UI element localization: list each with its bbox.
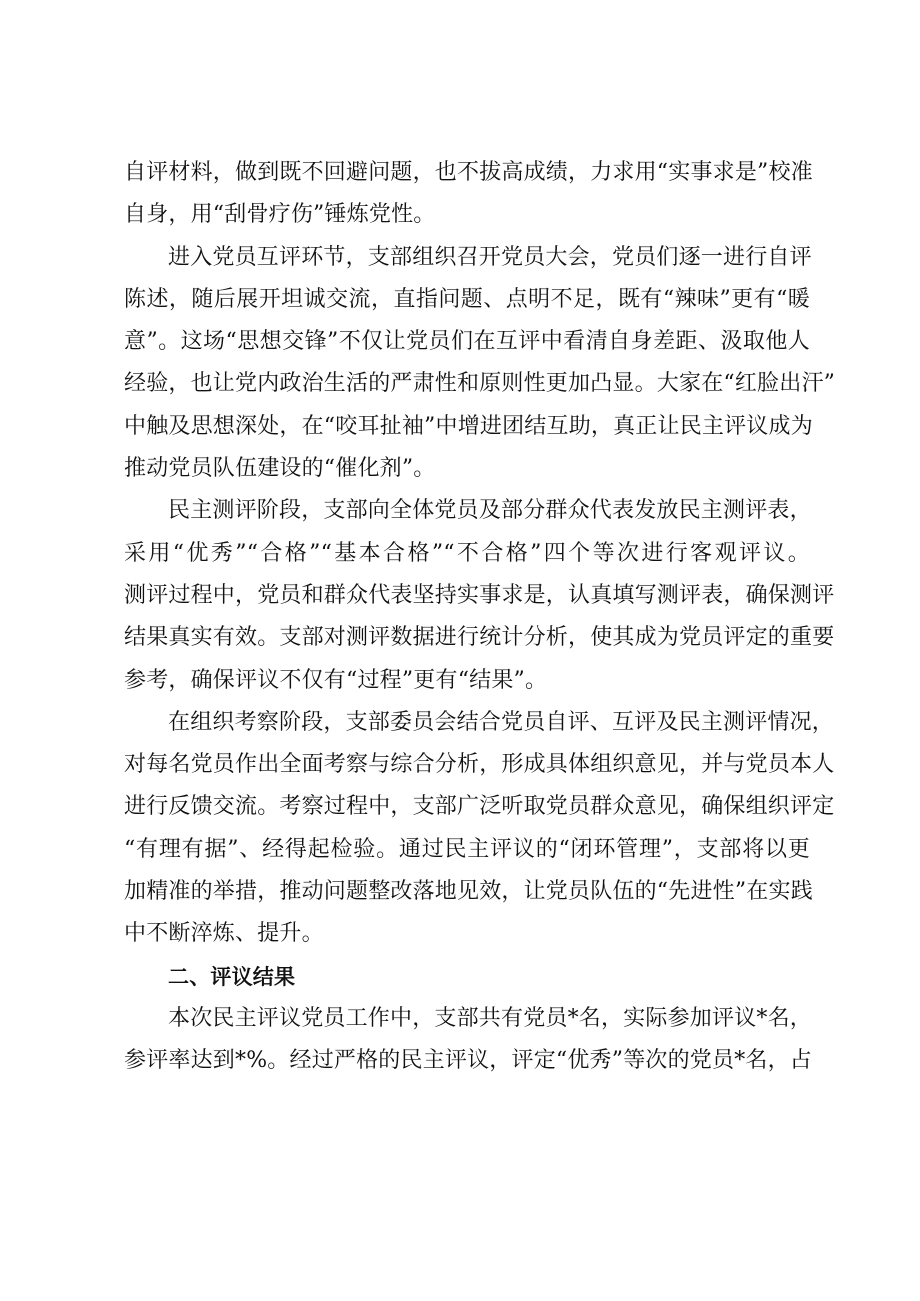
text-line: 陈述，随后展开坦诚交流，直指问题、点明不足，既有“辣味”更有“暖 — [124, 286, 810, 312]
text-line: 测评过程中，党员和群众代表坚持实事求是，认真填写测评表，确保测评 — [124, 582, 835, 608]
paragraph-results — [124, 998, 813, 1083]
text-line: 对每名党员作出全面考察与综合分析，形成具体组织意见，并与党员本人 — [124, 752, 835, 778]
paragraph-mutual-review — [124, 237, 836, 491]
text-line: 中触及思想深处，在“咬耳扯袖”中增进团结互助，真正让民主评议成为 — [124, 413, 813, 439]
text-line: 中不断淬炼、提升。 — [124, 921, 324, 947]
text-line: 意”。这场“思想交锋”不仅让党员们在互评中看清自身差距、汲取他人 — [124, 329, 810, 355]
text-line: 参考，确保评议不仅有“过程”更有“结果”。 — [124, 667, 548, 693]
paragraph-democratic-evaluation — [124, 490, 835, 701]
text-line: 进行反馈交流。考察过程中，支部广泛听取党员群众意见，确保组织评定 — [124, 794, 835, 820]
text-line: “有理有据”、经得起检验。通过民主评议的“闭环管理”，支部将以更 — [124, 836, 810, 862]
text-line: 经验，也让党内政治生活的严肃性和原则性更加凸显。大家在“红脸出汗” — [124, 371, 836, 397]
text-line: 自身，用“刮骨疗伤”锤炼党性。 — [124, 202, 436, 228]
text-line: 结果真实有效。支部对测评数据进行统计分析，使其成为党员评定的重要 — [124, 625, 835, 651]
text-line: 采用“优秀”“合格”“基本合格”“不合格”四个等次进行客观评议。 — [124, 540, 810, 566]
text-line: 民主测评阶段，支部向全体党员及部分群众代表发放民主测评表， — [168, 498, 812, 524]
text-line: 加精准的举措，推动问题整改落地见效，让党员队伍的“先进性”在实践 — [124, 879, 813, 905]
text-line: 进入党员互评环节，支部组织召开党员大会，党员们逐一进行自评 — [168, 244, 812, 270]
text-line: 自评材料，做到既不回避问题，也不拔高成绩，力求用“实事求是”校准 — [124, 160, 813, 185]
text-line: 推动党员队伍建设的“催化剂”。 — [124, 456, 436, 482]
text-line: 本次民主评议党员工作中，支部共有党员*名，实际参加评议*名， — [168, 1005, 813, 1031]
paragraph-organizational-review — [124, 702, 835, 956]
section-heading: 二、评议结果 — [168, 964, 296, 989]
text-line: 参评率达到*%。经过严格的民主评议，评定“优秀”等次的党员*名，占 — [124, 1048, 813, 1074]
document-body — [124, 152, 836, 1083]
paragraph-self-review-end — [124, 152, 813, 237]
text-line: 在组织考察阶段，支部委员会结合党员自评、互评及民主测评情况， — [168, 709, 835, 735]
